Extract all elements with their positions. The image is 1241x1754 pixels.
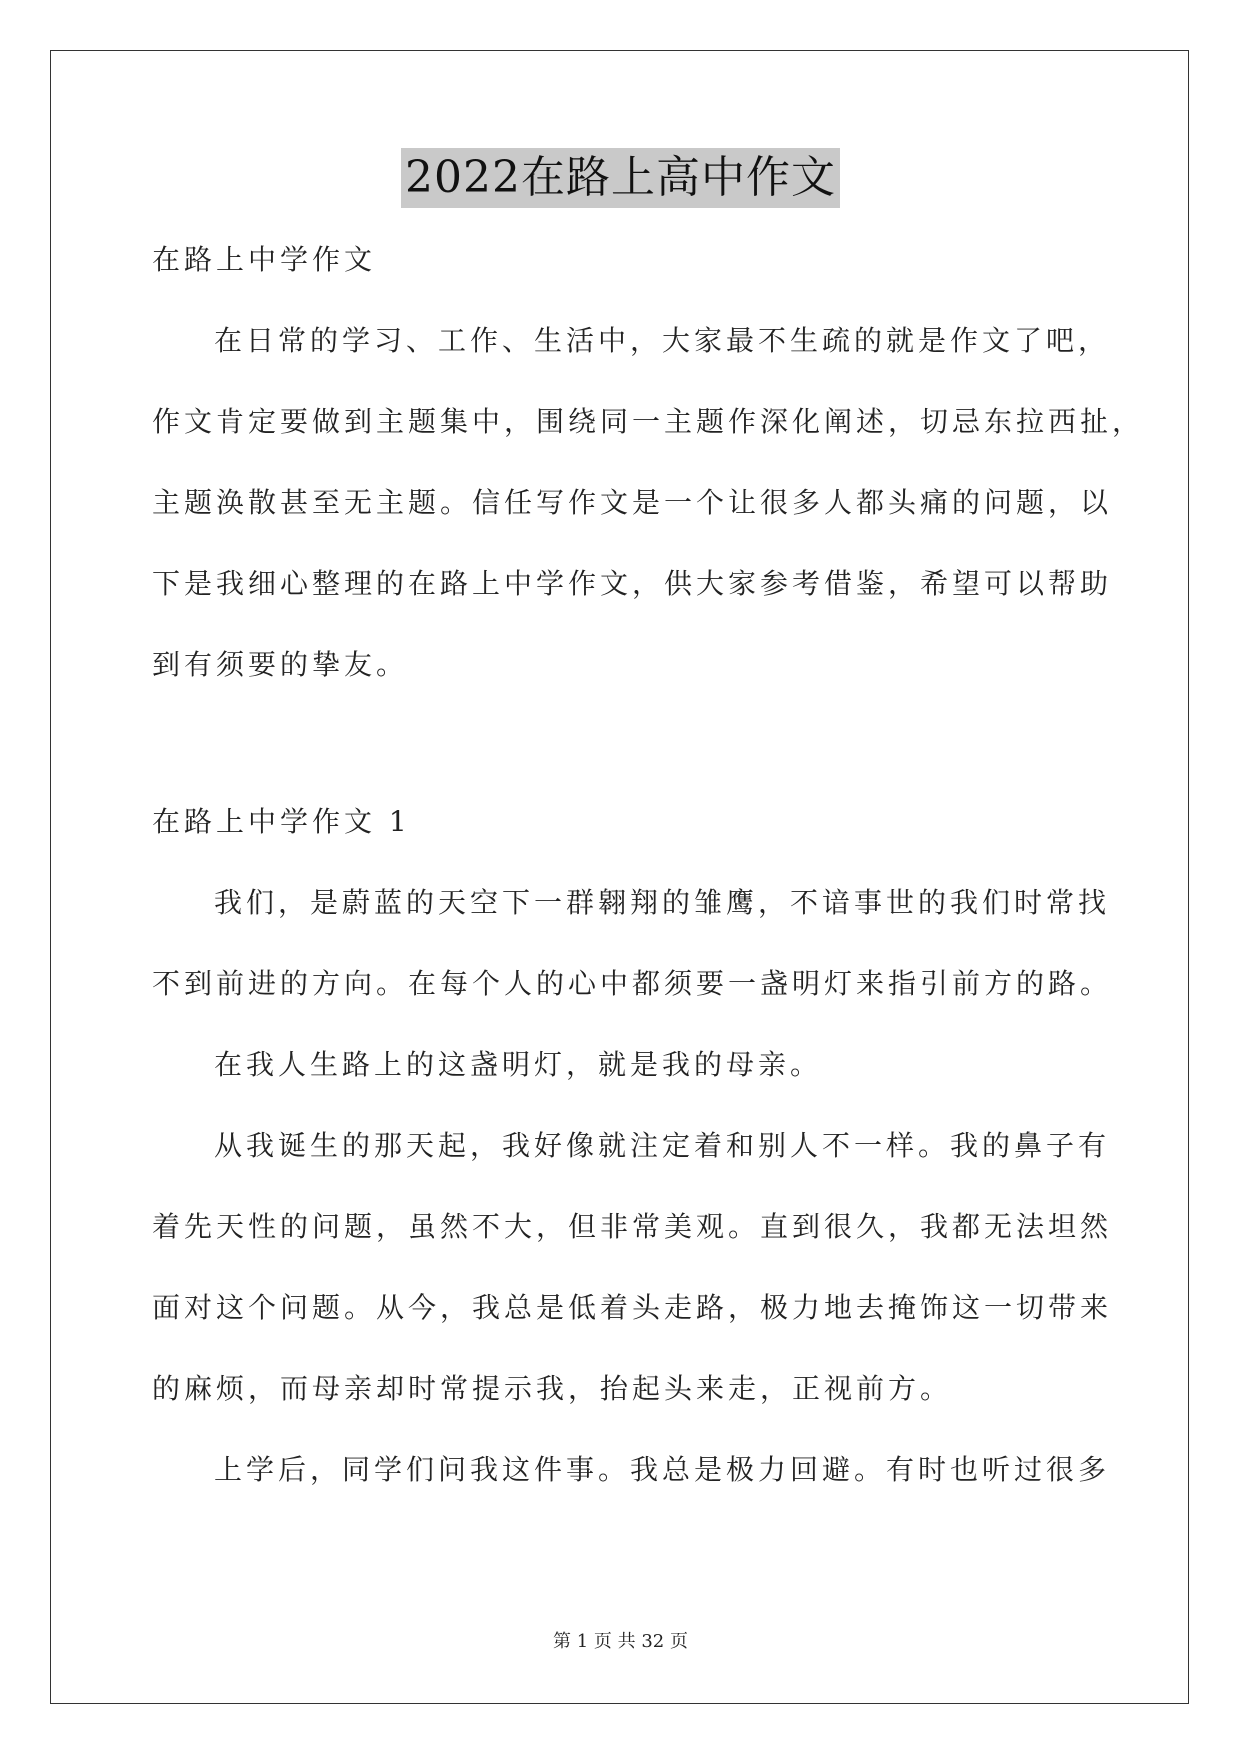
paragraph-line: 主题涣散甚至无主题。信任写作文是一个让很多人都头痛的问题，以 bbox=[152, 486, 1113, 519]
title-container bbox=[0, 148, 1241, 208]
paragraph-line: 在我人生路上的这盏明灯，就是我的母亲。 bbox=[214, 1048, 823, 1081]
paragraph-line: 在日常的学习、工作、生活中，大家最不生疏的就是作文了吧， bbox=[214, 324, 1111, 357]
paragraph-line: 到有须要的挚友。 bbox=[152, 648, 409, 681]
page-footer: 第 1 页 共 32 页 bbox=[553, 1631, 688, 1652]
paragraph-line: 不到前进的方向。在每个人的心中都须要一盏明灯来指引前方的路。 bbox=[152, 967, 1113, 1000]
paragraph-line: 从我诞生的那天起，我好像就注定着和别人不一样。我的鼻子有 bbox=[214, 1129, 1111, 1162]
section-spacer bbox=[152, 721, 1092, 797]
intro-heading: 在路上中学作文 bbox=[152, 243, 377, 276]
paragraph-line: 着先天性的问题，虽然不大，但非常美观。直到很久，我都无法坦然 bbox=[152, 1210, 1113, 1243]
paragraph-line: 的麻烦，而母亲却时常提示我，抬起头来走，正视前方。 bbox=[152, 1372, 953, 1405]
document-title: 2022在路上高中作文 bbox=[401, 148, 840, 208]
paragraph-line: 上学后，同学们问我这件事。我总是极力回避。有时也听过很多 bbox=[214, 1453, 1111, 1486]
paragraph-line: 我们，是蔚蓝的天空下一群翱翔的雏鹰，不谙事世的我们时常找 bbox=[214, 886, 1111, 919]
document-body bbox=[152, 235, 1145, 1526]
paragraph-line: 下是我细心整理的在路上中学作文，供大家参考借鉴，希望可以帮助 bbox=[152, 567, 1113, 600]
paragraph-line: 面对这个问题。从今，我总是低着头走路，极力地去掩饰这一切带来 bbox=[152, 1291, 1113, 1324]
paragraph-line: 作文肯定要做到主题集中，围绕同一主题作深化阐述，切忌东拉西扯， bbox=[152, 405, 1145, 438]
section-heading: 在路上中学作文 1 bbox=[152, 805, 411, 838]
